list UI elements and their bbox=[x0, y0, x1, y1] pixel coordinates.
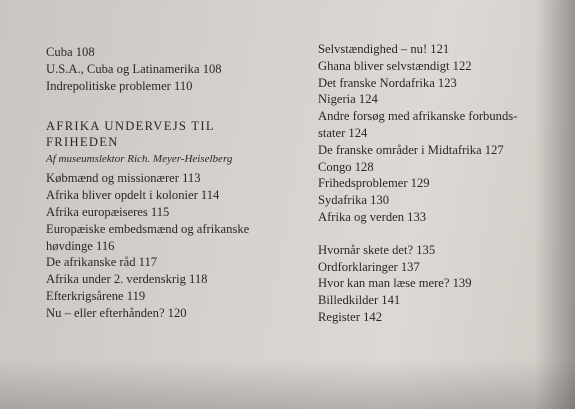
section-heading-line2: FRIHEDEN bbox=[46, 135, 119, 150]
toc-entry: U.S.A., Cuba og Latinamerika 108 bbox=[46, 61, 222, 76]
toc-entry: Billedkilder 141 bbox=[318, 293, 401, 308]
toc-entry: Frihedsproblemer 129 bbox=[318, 176, 430, 191]
page-bottom-shadow bbox=[0, 359, 575, 409]
toc-entry: Hvornår skete det? 135 bbox=[318, 242, 436, 257]
toc-entry: Congo 128 bbox=[318, 159, 374, 174]
toc-entry: Andre forsøg med afrikanske forbunds- bbox=[318, 109, 518, 124]
toc-entry: De afrikanske råd 117 bbox=[46, 255, 158, 270]
toc-entry: Afrika europæiseres 115 bbox=[46, 204, 170, 219]
toc-entry: Ghana bliver selvstændigt 122 bbox=[318, 58, 472, 73]
toc-entry: Afrika bliver opdelt i kolonier 114 bbox=[46, 188, 220, 203]
toc-entry: Selvstændighed – nu! 121 bbox=[318, 42, 450, 56]
toc-entry: Nigeria 124 bbox=[318, 92, 378, 107]
toc-entry: Efterkrigsårene 119 bbox=[46, 288, 146, 303]
toc-entry: Indrepolitiske problemer 110 bbox=[46, 78, 193, 93]
toc-entry: Cuba 108 bbox=[46, 45, 95, 59]
toc-entry: Afrika og verden 133 bbox=[318, 209, 427, 224]
toc-entry: Købmænd og missionærer 113 bbox=[46, 171, 201, 186]
spacer bbox=[318, 226, 548, 242]
toc-entry: høvdinge 116 bbox=[46, 238, 115, 253]
toc-entry: Hvor kan man læse mere? 139 bbox=[318, 276, 472, 291]
page-edge-shadow bbox=[535, 0, 575, 409]
toc-entry: Det franske Nordafrika 123 bbox=[318, 75, 457, 90]
toc-entry: Afrika under 2. verdenskrig 118 bbox=[46, 272, 208, 287]
toc-entry: Ordforklaringer 137 bbox=[318, 259, 420, 274]
toc-entry: Register 142 bbox=[318, 309, 383, 324]
section-byline: Af museumslektor Rich. Meyer-Heiselberg bbox=[46, 153, 233, 166]
toc-entry: Nu – eller efterhånden? 120 bbox=[46, 305, 187, 320]
toc-entry: stater 124 bbox=[318, 125, 368, 140]
toc-entry: Europæiske embedsmænd og afrikanske bbox=[46, 221, 250, 236]
toc-entry: Sydafrika 130 bbox=[318, 193, 389, 208]
toc-entry: De franske områder i Midtafrika 127 bbox=[318, 142, 504, 157]
section-heading-line1: AFRIKA UNDERVEJS TIL bbox=[46, 119, 215, 134]
toc-right-column bbox=[318, 41, 548, 326]
toc-left-column bbox=[46, 44, 296, 322]
spacer bbox=[46, 94, 296, 112]
